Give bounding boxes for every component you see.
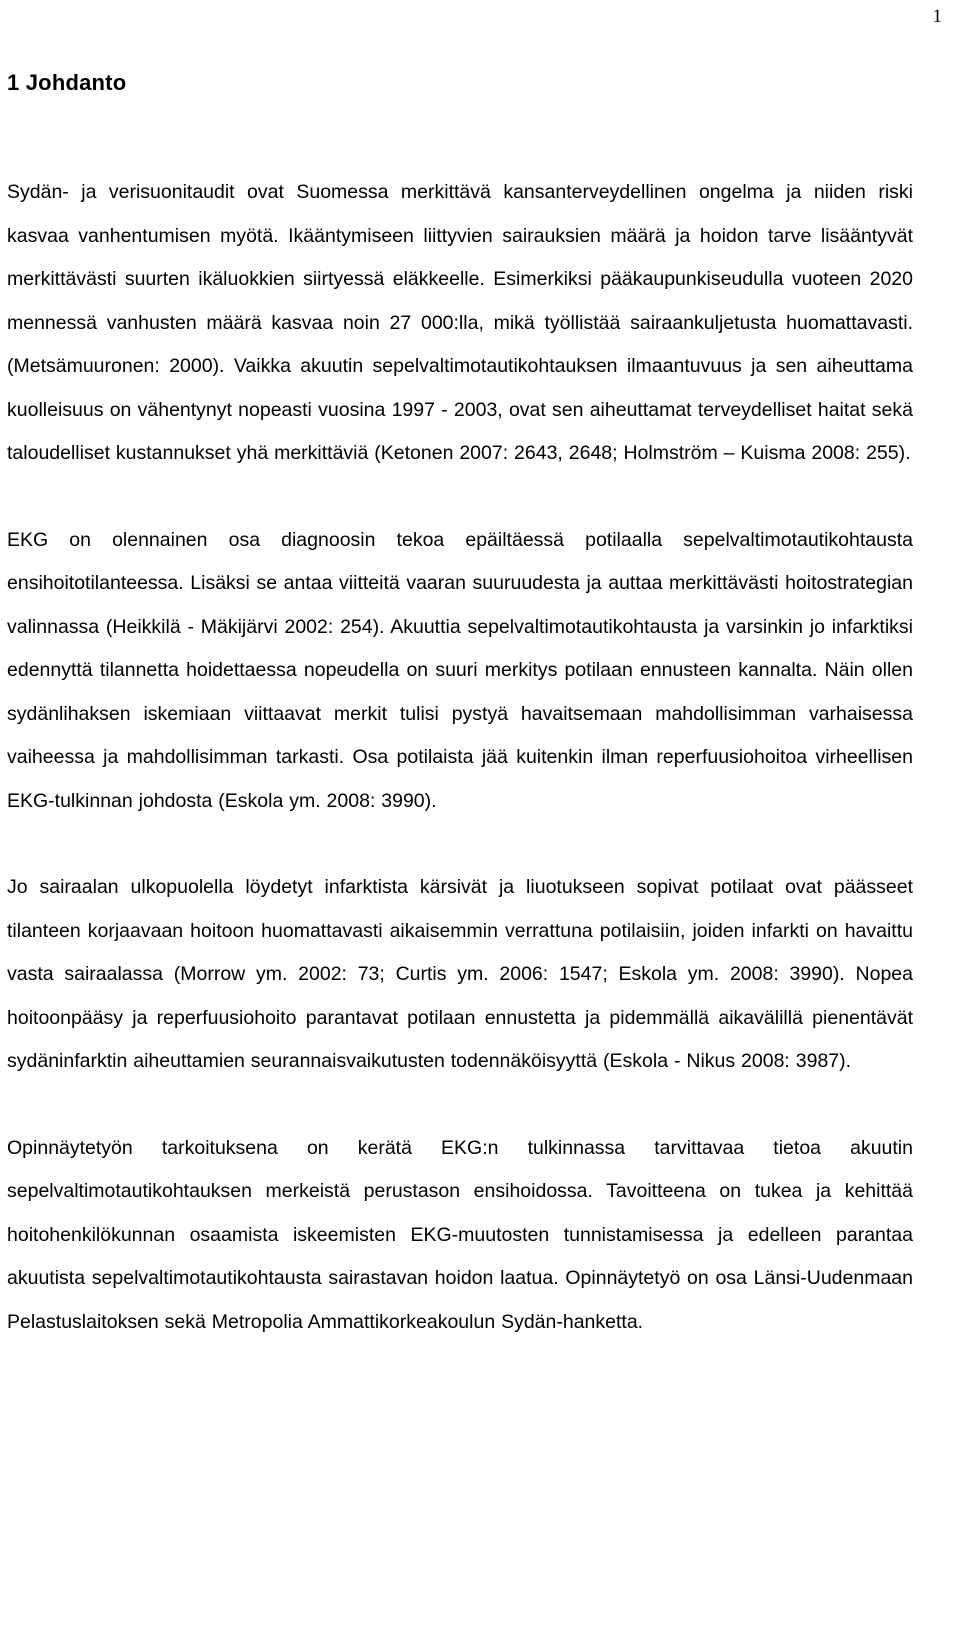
paragraph-prehospital: Jo sairaalan ulkopuolella löydetyt infarktista kärsivät ja liuotukseen sopivat potilaat ovat päässeet tilanteen korjaavaan hoitoon huomattavasti aikaisemmin verrattuna potilaisiin, joiden infarkti on havaittu vasta sairaalassa (Morrow ym. 2002: 73; Curtis ym. 2006: 1547; Eskola ym. 2008: 3990). Nopea hoitoonpääsy ja reperfuusiohoito parantavat potilaan ennustetta ja pidemmällä aikavälillä pienentävät sydäninfarktin aiheuttamien seurannaisvaikutusten todennäköisyyttä (Eskola - Nikus 2008: 3987). [7,876,913,1072]
chapter-heading: 1 Johdanto [7,70,127,95]
page-number: 1 [932,6,942,27]
paragraph-purpose: Opinnäytetyön tarkoituksena on kerätä EKG:n tulkinnassa tarvittavaa tietoa akuutin sepelvaltimotautikohtauksen merkeistä perustason ensihoidossa. Tavoitteena on tukea ja kehittää hoitohenkilökunnan osaamista iskeemisten EKG-muutosten tunnistamisessa ja edelleen parantaa akuutista sepelvaltimotautikohtausta sairastavan hoidon laatua. Opinnäytetyö on osa Länsi-Uudenmaan Pelastuslaitoksen sekä Metropolia Ammattikorkeakoulun Sydän-hanketta. [7,1136,913,1333]
paragraph-intro: Sydän- ja verisuonitaudit ovat Suomessa merkittävä kansanterveydellinen ongelma ja niiden riski kasvaa vanhentumisen myötä. Ikääntymiseen liittyvien sairauksien määrä ja hoidon tarve lisääntyvät merkittävästi suurten ikäluokkien siirtyessä eläkkeelle. Esimerkiksi pääkaupunkiseudulla vuoteen 2020 mennessä vanhusten määrä kasvaa noin 27 000:lla, mikä työllistää sairaankuljetusta huomattavasti. (Metsämuuronen: 2000). Vaikka akuutin sepelvaltimotautikohtauksen ilmaantuvuus ja sen aiheuttama kuolleisuus on vähentynyt nopeasti vuosina 1997 - 2003, ovat sen aiheuttamat terveydelliset haitat sekä taloudelliset kustannukset yhä merkittäviä (Ketonen 2007: 2643, 2648; Holmström – Kuisma 2008: 255). [7,181,913,464]
paragraph-ekg: EKG on olennainen osa diagnoosin tekoa epäiltäessä potilaalla sepelvaltimotautikohtausta ensihoitotilanteessa. Lisäksi se antaa viitteitä vaaran suuruudesta ja auttaa merkittävästi hoitostrategian valinnassa (Heikkilä - Mäkijärvi 2002: 254). Akuuttia sepelvaltimotautikohtausta ja varsinkin jo infarktiksi edennyttä tilannetta hoidettaessa nopeudella on suuri merkitys potilaan ennusteen kannalta. Näin ollen sydänlihaksen iskemiaan viittaavat merkit tulisi pystyä havaitsemaan mahdollisimman varhaisessa vaiheessa ja mahdollisimman tarkasti. Osa potilaista jää kuitenkin ilman reperfuusiohoitoa virheellisen EKG-tulkinnan johdosta (Eskola ym. 2008: 3990). [7,528,913,812]
body-text [7,171,913,1387]
